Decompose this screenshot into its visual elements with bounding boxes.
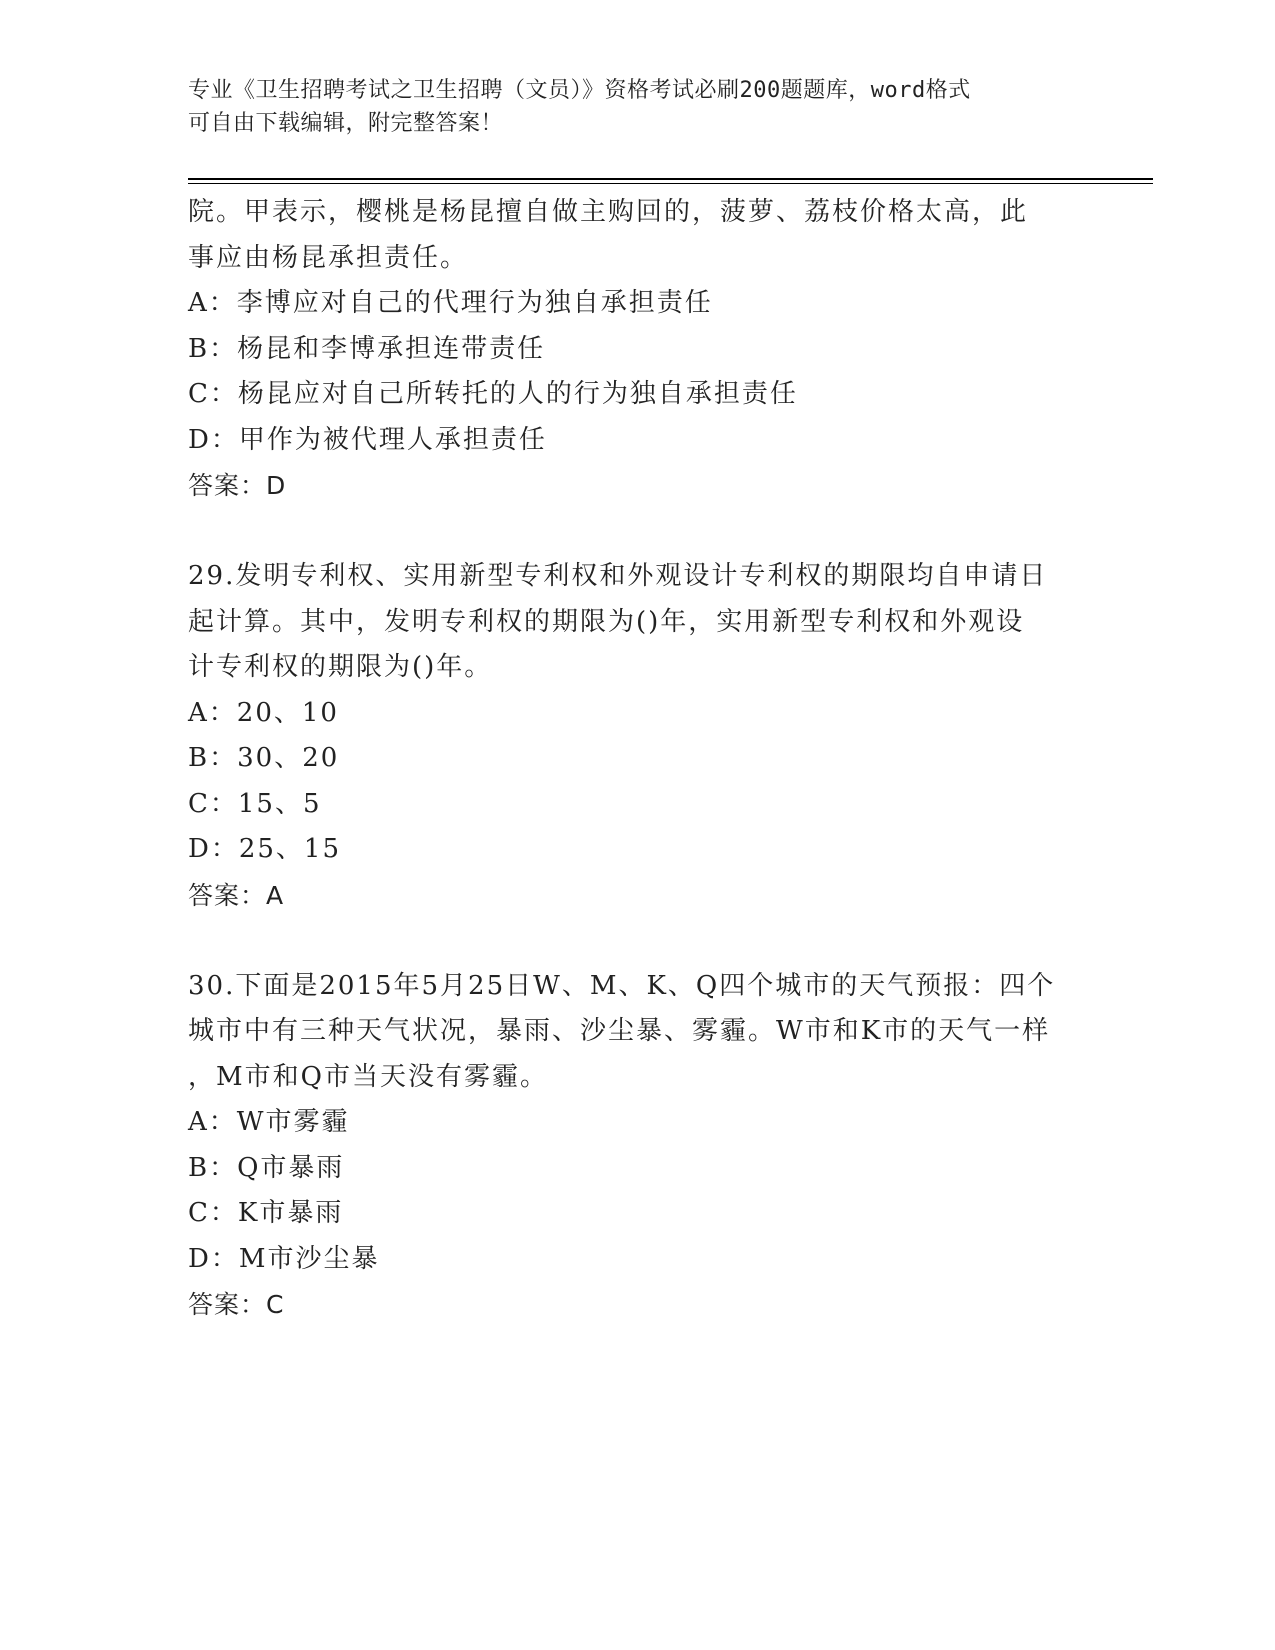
option-b: B：Q市暴雨 (188, 1152, 345, 1183)
question-spacer (188, 918, 1088, 964)
option-b: B：杨昆和李博承担连带责任 (188, 333, 546, 364)
option-d: D：25、15 (188, 834, 342, 864)
option-d: D：甲作为被代理人承担责任 (188, 424, 547, 455)
answer-line: 答案：C (188, 1290, 285, 1319)
document-header (188, 74, 1088, 140)
header-line-1: 专业《卫生招聘考试之卫生招聘（文员）》资格考试必刷200题题库，word格式 (188, 78, 971, 103)
question-content (188, 190, 1088, 1328)
header-rule-thin (188, 183, 1153, 184)
option-c: C：K市暴雨 (188, 1198, 344, 1228)
question-stem-line: 30.下面是2015年5月25日W、M、K、Q四个城市的天气预报：四个 (188, 970, 1056, 1001)
question-spacer (188, 509, 1088, 555)
question-stem-line: 29.发明专利权、实用新型专利权和外观设计专利权的期限均自申请日 (188, 561, 1048, 591)
answer-line: 答案：D (188, 471, 287, 500)
question-stem-line: 事应由杨昆承担责任。 (188, 242, 469, 273)
question-30 (188, 964, 1088, 1328)
question-29 (188, 554, 1088, 918)
question-stem-line: 城市中有三种天气状况，暴雨、沙尘暴、雾霾。W市和K市的天气一样 (188, 1016, 1051, 1046)
question-stem-line: ，M市和Q市当天没有雾霾。 (188, 1061, 548, 1092)
option-c: C：15、5 (188, 788, 322, 819)
question-stem-line: 院。甲表示，樱桃是杨昆擅自做主购回的，菠萝、荔枝价格太高，此 (188, 197, 1029, 227)
option-a: A：W市雾霾 (188, 1107, 350, 1137)
question-28 (188, 190, 1088, 509)
option-b: B：30、20 (188, 743, 340, 773)
header-rule-thick (188, 178, 1153, 180)
question-stem-line: 计专利权的期限为()年。 (188, 652, 493, 682)
header-line-2: 可自由下载编辑，附完整答案！ (188, 111, 504, 136)
question-stem-line: 起计算。其中，发明专利权的期限为()年，实用新型专利权和外观设 (188, 606, 1025, 637)
option-a: A：20、10 (188, 697, 339, 728)
option-d: D：M市沙尘暴 (188, 1243, 380, 1274)
answer-line: 答案：A (188, 880, 285, 910)
option-a: A：李博应对自己的代理行为独自承担责任 (188, 288, 713, 318)
option-c: C：杨昆应对自己所转托的人的行为独自承担责任 (188, 379, 798, 409)
